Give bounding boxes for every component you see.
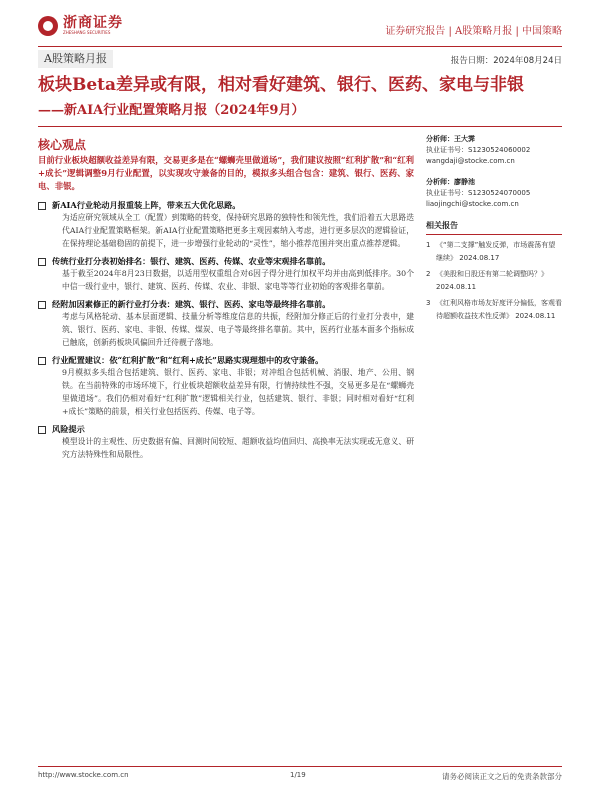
analyst-card — [426, 134, 562, 167]
section-heading-text: 传统行业打分表初始排名：银行、建筑、医药、传媒、农业等宋观排名靠前。 — [52, 256, 331, 266]
analyst-email[interactable]: wangdaji@stocke.com.cn — [426, 157, 515, 165]
related-report-item[interactable] — [426, 239, 562, 265]
related-reports-heading: 相关报告 — [426, 220, 562, 235]
related-report-number: 2 — [426, 270, 431, 278]
breadcrumb: 证券研究报告 | A股策略月报 | 中国策略 — [385, 26, 562, 37]
section — [38, 354, 414, 418]
logo-mark-icon — [38, 16, 58, 36]
section-heading-text: 经附加因素修正的新行业打分表：建筑、银行、医药、家电等最终排名靠前。 — [52, 299, 331, 309]
analyst-cert: 执业证书号：S1230524070005 — [426, 189, 531, 197]
core-lead-paragraph: 目前行业板块超额收益差异有限，交易更多是在“螺蛳壳里做道场”，我们建议按照“红利扩散”和“红利+成长”逻辑调整9月行业配置，以实现攻守兼备的目的，模拟多头组合包含：建筑、银行、医药、家电、非银。 — [38, 155, 414, 191]
section-body: 考虑与风格轮动、基本层面逻辑、技量分析等维度信息的共振，经附加分修正后的行业打分表中，建筑、银行、医药、家电、非银、传媒、煤炭、电子等最终排名靠前。其中，医药行业基本面多个指标成已触底，创新药板块风偏回升迁待靓子落地。 — [62, 312, 414, 347]
section-body: 为适应研究领域从全工（配置）到策略的转变，保持研究思路的独特性和领先性，我们沿着五大思路迭代AIA行业配置策略框架。新AIA行业配置策略把更多主观因素纳入考虑，进行更多层次的逻辑验证，在保持理论基础稳固的前提下，进一步增强行业轮动的“灵性”，缩小推荐范围并突出重点推荐逻辑。 — [62, 213, 414, 248]
section-heading — [38, 255, 414, 267]
related-report-text[interactable]: 《红利风格市场友好度评分偏低，客观看待超额收益技术性反弹》 2024.08.11 — [436, 299, 562, 320]
footer-url[interactable]: http://www.stocke.com.cn — [38, 771, 129, 779]
section — [38, 255, 414, 293]
header-divider — [38, 46, 562, 47]
section-heading — [38, 423, 414, 435]
bullet-square-icon — [38, 357, 46, 365]
related-report-number: 3 — [426, 299, 431, 307]
section-heading-text: 风险提示 — [52, 424, 85, 434]
bullet-square-icon — [38, 258, 46, 266]
report-type-badge: A股策略月报 — [38, 50, 113, 68]
section — [38, 199, 414, 250]
analyst-name: 分析师：廖静池 — [426, 178, 475, 186]
analyst-name: 分析师：王大霁 — [426, 135, 475, 143]
bullet-square-icon — [38, 202, 46, 210]
page-title: 板块Beta差异或有限，相对看好建筑、银行、医药、家电与非银 — [38, 75, 525, 95]
section — [38, 298, 414, 349]
page-subtitle: ——新AIA行业配置策略月报（2024年9月） — [38, 103, 305, 118]
company-logo — [38, 14, 138, 38]
section-body: 基于截至2024年8月23日数据，以适用型权重组合对6因子得分进行加权平均并由高到低排序。30个中信一级行业中，银行、建筑、医药、传媒、农业、非银、家电等等行业初始的客观排名靠前。 — [62, 269, 414, 291]
core-view-body — [38, 154, 414, 466]
logo-en: ZHESHANG SECURITIES — [63, 30, 111, 35]
related-report-text[interactable]: 《美股和日股还有第二轮调整吗？》 2024.08.11 — [436, 270, 548, 291]
footer-divider — [38, 766, 562, 767]
section-heading — [38, 354, 414, 366]
core-view-heading: 核心观点 — [38, 138, 87, 152]
section-heading — [38, 298, 414, 310]
logo-text — [63, 16, 123, 36]
related-report-text[interactable]: 《“第二支撑”触发反弹，市场震荡有望继续》 2024.08.17 — [436, 241, 556, 262]
report-date: 报告日期：2024年08月24日 — [450, 56, 562, 66]
sidebar — [426, 134, 562, 326]
section-heading-text: 行业配置建议：依“红利扩散”和“红利+成长”思路实现理想中的攻守兼备。 — [52, 355, 324, 365]
related-report-item[interactable] — [426, 297, 562, 323]
logo-cn: 浙商证券 — [63, 15, 123, 31]
section-body: 模型设计的主观性、历史数据有偏、回测时间较短、超额收益均值回归、高换率无法实现或无意义、研究方法特殊性和局限性。 — [62, 437, 414, 459]
related-report-number: 1 — [426, 241, 431, 249]
section-body: 9月模拟多头组合包括建筑、银行、医药、家电、非银；对冲组合包括机械、消服、地产、公用、钢铁。在当前特殊的市场环境下，行业板块超额收益差异有限，行情持续性不强，交易更多是在“螺蛳壳里做道场”。我们仍相对看好“红利扩散”逻辑相关行业，包括建筑、银行、非银；同时相对看好“红利+成长”策略的前景，相关行业包括医药、传媒、电子等。 — [62, 368, 414, 416]
bullet-square-icon — [38, 426, 46, 434]
title-divider — [38, 126, 562, 127]
analyst-cert: 执业证书号：S1230524060002 — [426, 146, 531, 154]
footer-disclaimer: 请务必阅读正文之后的免责条款部分 — [442, 772, 562, 781]
related-report-item[interactable] — [426, 268, 562, 294]
bullet-square-icon — [38, 301, 46, 309]
analyst-card — [426, 177, 562, 210]
section — [38, 423, 414, 461]
page-number: 1/19 — [290, 771, 306, 779]
section-heading-text: 新AIA行业轮动月报重装上阵，带来五大优化思路。 — [52, 200, 241, 210]
analyst-email[interactable]: liaojingchi@stocke.com.cn — [426, 200, 519, 208]
section-heading — [38, 199, 414, 211]
